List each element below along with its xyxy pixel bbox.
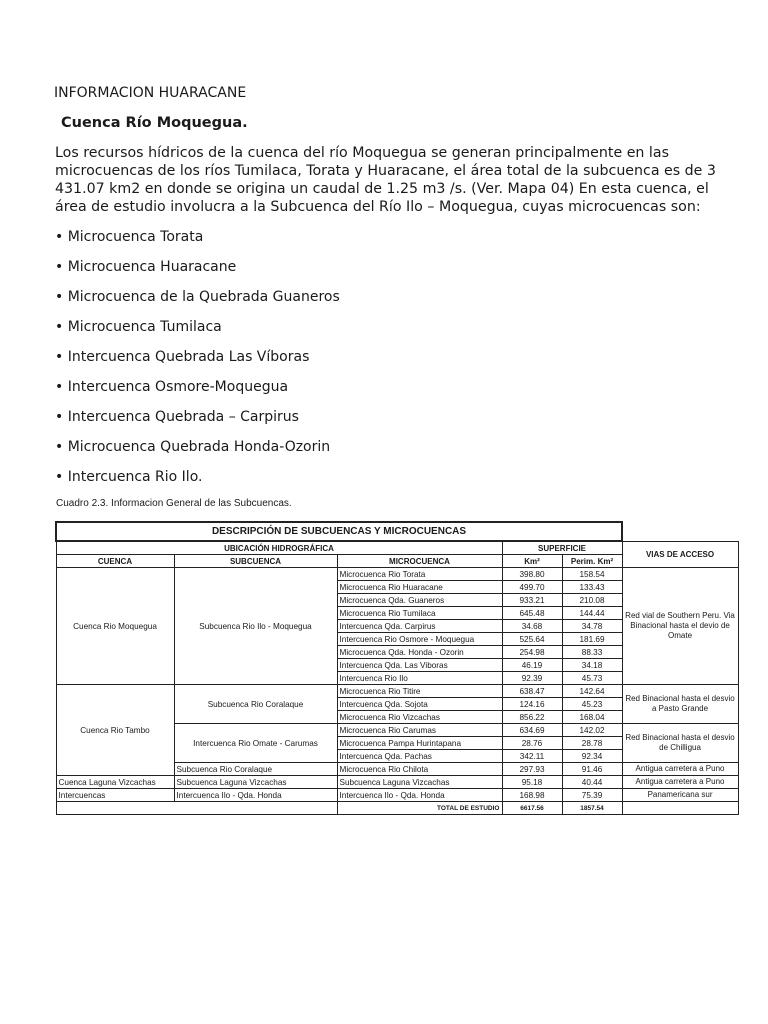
table-row [56, 685, 738, 698]
km-cell: 525.64 [502, 633, 562, 646]
km-cell: 168.98 [502, 789, 562, 802]
km-cell: 638.47 [502, 685, 562, 698]
table-caption: Cuadro 2.3. Informacion General de las Subcuencas. [56, 498, 292, 509]
microcuenca-cell: Intercuenca Qda. Pachas [337, 750, 502, 763]
total-perim: 1857.54 [562, 802, 622, 815]
header-cuenca: CUENCA [56, 555, 174, 568]
perim-cell: 92.34 [562, 750, 622, 763]
table-title: DESCRIPCIÓN DE SUBCUENCAS Y MICROCUENCAS [56, 522, 622, 541]
perim-cell: 45.73 [562, 672, 622, 685]
cuenca-cell: Cuenca Laguna Vizcachas [56, 776, 174, 789]
table-row [56, 789, 738, 802]
perim-cell: 158.54 [562, 568, 622, 581]
subcuenca-cell: Intercuenca Ilo - Qda. Honda [174, 789, 337, 802]
microcuenca-cell: Microcuenca Qda. Guaneros [337, 594, 502, 607]
intro-paragraph: Los recursos hídricos de la cuenca del río Moquegua se generan principalmente en las microcuencas de los ríos Tumilaca, Torata y Huaracane, el área total de la subcuenca es de 3 431.07 km2 en donde se origina un caudal de 1.25 m3 /s. (Ver. Mapa 04) En esta cuenca, el área de estudio involucra a la Subcuenca del Río Ilo – Moquegua, cuyas microcuencas son: [55, 145, 716, 215]
km-cell: 645.48 [502, 607, 562, 620]
vias-cell: Red Binacional hasta el desvio a Pasto Grande [622, 685, 738, 724]
subcuencas-table [55, 521, 739, 815]
microcuenca-cell: Microcuenca Rio Torata [337, 568, 502, 581]
cuenca-cell: Cuenca Rio Tambo [56, 685, 174, 776]
perim-cell: 34.18 [562, 659, 622, 672]
table-row [56, 776, 738, 789]
vias-cell: Red Binacional hasta el desvio de Chilligua [622, 724, 738, 763]
km-cell: 398.80 [502, 568, 562, 581]
microcuenca-cell: Microcuenca Qda. Honda - Ozorin [337, 646, 502, 659]
microcuenca-cell: Microcuenca Rio Titire [337, 685, 502, 698]
perim-cell: 28.78 [562, 737, 622, 750]
total-row [56, 802, 738, 815]
km-cell: 95.18 [502, 776, 562, 789]
subcuenca-cell: Subcuenca Rio Coralaque [174, 763, 337, 776]
list-item: • Intercuenca Quebrada Las Víboras [55, 349, 310, 365]
list-item: • Microcuenca Quebrada Honda-Ozorin [55, 439, 331, 455]
microcuenca-cell: Intercuenca Qda. Las Viboras [337, 659, 502, 672]
subcuencas-table-wrap [55, 521, 737, 823]
microcuenca-cell: Microcuenca Rio Carumas [337, 724, 502, 737]
perim-cell: 181.69 [562, 633, 622, 646]
list-item: • Microcuenca Huaracane [55, 259, 237, 275]
km-cell: 46.19 [502, 659, 562, 672]
km-cell: 634.69 [502, 724, 562, 737]
header-superficie: SUPERFICIE [502, 541, 622, 555]
microcuenca-cell: Microcuenca Rio Vizcachas [337, 711, 502, 724]
list-item: • Microcuenca Torata [55, 229, 204, 245]
microcuenca-cell: Intercuenca Qda. Sojota [337, 698, 502, 711]
microcuenca-cell: Microcuenca Rio Chilota [337, 763, 502, 776]
microcuenca-cell: Intercuenca Rio Ilo [337, 672, 502, 685]
km-cell: 92.39 [502, 672, 562, 685]
list-item: • Intercuenca Quebrada – Carpirus [55, 409, 299, 425]
microcuenca-cell: Intercuenca Ilo - Qda. Honda [337, 789, 502, 802]
total-label: TOTAL DE ESTUDIO [337, 802, 502, 815]
microcuenca-cell: Intercuenca Rio Osmore - Moquegua [337, 633, 502, 646]
list-item: • Intercuenca Rio Ilo. [55, 469, 203, 485]
vias-cell: Antigua carretera a Puno [622, 763, 738, 776]
subcuenca-cell: Subcuenca Rio Ilo - Moquegua [174, 568, 337, 685]
perim-cell: 75.39 [562, 789, 622, 802]
km-cell: 856.22 [502, 711, 562, 724]
km-cell: 499.70 [502, 581, 562, 594]
vias-cell: Antigua carretera a Puno [622, 776, 738, 789]
total-km: 6617.56 [502, 802, 562, 815]
km-cell: 34.68 [502, 620, 562, 633]
header-km: Km² [502, 555, 562, 568]
km-cell: 124.16 [502, 698, 562, 711]
microcuenca-cell: Microcuenca Rio Huaracane [337, 581, 502, 594]
header-ubicacion: UBICACIÓN HIDROGRÁFICA [56, 541, 502, 555]
cuenca-cell: Cuenca Rio Moquegua [56, 568, 174, 685]
document-header: INFORMACION HUARACANE [54, 85, 247, 101]
perim-cell: 133.43 [562, 581, 622, 594]
header-subcuenca: SUBCUENCA [174, 555, 337, 568]
perim-cell: 40.44 [562, 776, 622, 789]
perim-cell: 168.04 [562, 711, 622, 724]
vias-cell: Red vial de Southern Peru. Via Binacional hasta el devio de Omate [622, 568, 738, 685]
km-cell: 297.93 [502, 763, 562, 776]
perim-cell: 142.64 [562, 685, 622, 698]
km-cell: 254.98 [502, 646, 562, 659]
km-cell: 28.76 [502, 737, 562, 750]
perim-cell: 144.44 [562, 607, 622, 620]
table-row [56, 568, 738, 581]
km-cell: 933.21 [502, 594, 562, 607]
subcuenca-cell: Subcuenca Rio Coralaque [174, 685, 337, 724]
microcuenca-cell: Intercuenca Qda. Carpirus [337, 620, 502, 633]
perim-cell: 45.23 [562, 698, 622, 711]
list-item: • Microcuenca de la Quebrada Guaneros [55, 289, 340, 305]
vias-cell: Panamericana sur [622, 789, 738, 802]
perim-cell: 142.02 [562, 724, 622, 737]
microcuenca-cell: Microcuenca Pampa Hurintapana [337, 737, 502, 750]
subcuenca-cell: Subcuenca Laguna Vizcachas [174, 776, 337, 789]
list-item: • Microcuenca Tumilaca [55, 319, 222, 335]
perim-cell: 88.33 [562, 646, 622, 659]
header-vias: VIAS DE ACCESO [622, 541, 738, 568]
list-item: • Intercuenca Osmore-Moquegua [55, 379, 289, 395]
perim-cell: 210.08 [562, 594, 622, 607]
perim-cell: 91.46 [562, 763, 622, 776]
cuenca-cell: Intercuencas [56, 789, 174, 802]
microcuenca-cell: Microcuenca Rio Tumilaca [337, 607, 502, 620]
microcuenca-cell: Subcuenca Laguna Vizcachas [337, 776, 502, 789]
section-title: Cuenca Río Moquegua. [61, 115, 248, 131]
km-cell: 342.11 [502, 750, 562, 763]
subcuenca-cell: Intercuenca Rio Omate - Carumas [174, 724, 337, 763]
perim-cell: 34.78 [562, 620, 622, 633]
header-microcuenca: MICROCUENCA [337, 555, 502, 568]
header-perim: Perim. Km² [562, 555, 622, 568]
